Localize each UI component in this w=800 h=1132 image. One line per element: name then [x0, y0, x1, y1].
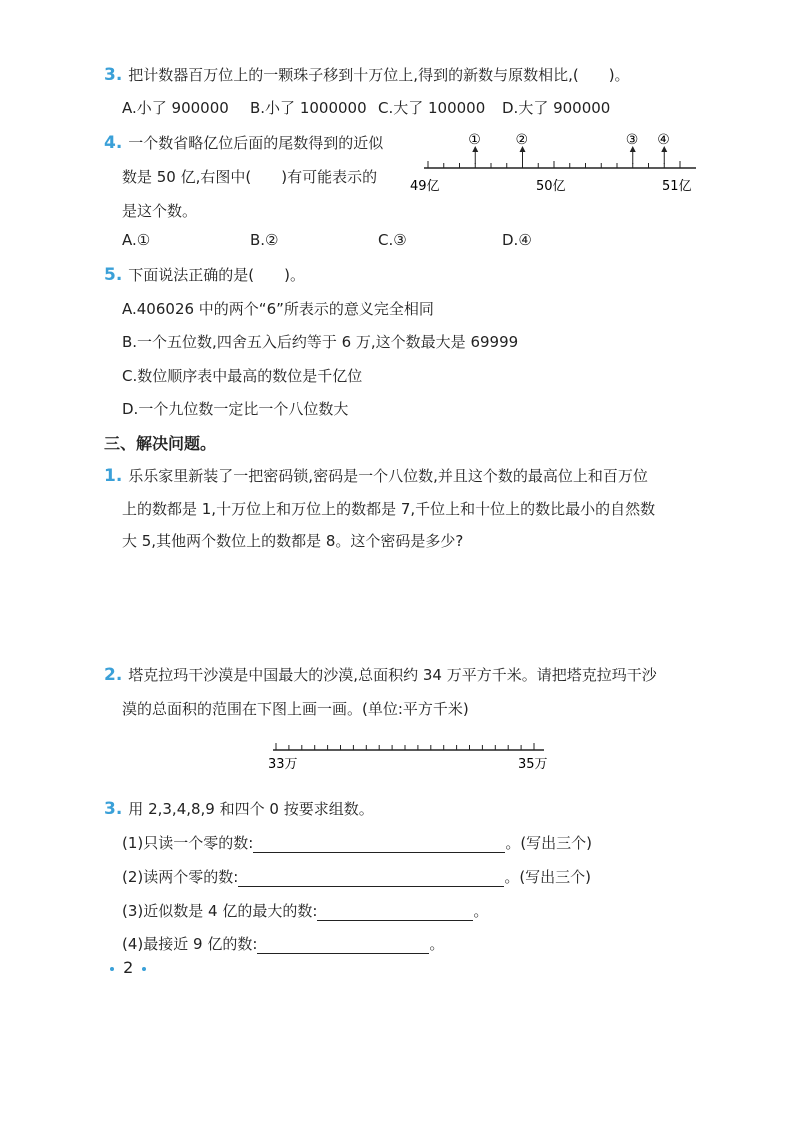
- marker-label: ④: [657, 132, 670, 148]
- option-c: C.数位顺序表中最高的数位是千亿位: [122, 367, 363, 385]
- question-3: [104, 64, 630, 85]
- label-50: 50亿: [536, 179, 566, 194]
- sub-item-label: (2)读两个零的数:: [122, 868, 239, 886]
- sub-item-label: (3)近似数是 4 亿的最大的数:: [122, 902, 318, 920]
- marker-label: ②: [515, 132, 529, 148]
- problem-3: [104, 798, 374, 819]
- problem-1-line-2: 上的数都是 1,十万位上和万位上的数都是 7,千位上和十位上的数比最小的自然数: [122, 500, 656, 518]
- decor-dot-icon: [142, 967, 146, 971]
- sub-item-suffix: 。(写出三个): [504, 868, 592, 886]
- answer-blank[interactable]: [257, 939, 429, 954]
- sub-item-suffix: 。: [473, 902, 489, 920]
- question-number: 3.: [104, 65, 123, 85]
- problem-text: 乐乐家里新装了一把密码锁,密码是一个八位数,并且这个数的最高位上和百万位: [128, 467, 648, 485]
- problem-2-line-2: 漠的总面积的范围在下图上画一画。(单位:平方千米): [122, 700, 469, 718]
- option-d: D.大了 900000: [502, 99, 611, 117]
- sub-item-2: [122, 866, 591, 887]
- marker-label: ③: [625, 132, 639, 148]
- option-b: B.小了 1000000: [250, 99, 367, 117]
- problem-1-line-3: 大 5,其他两个数位上的数都是 8。这个密码是多少?: [122, 532, 464, 550]
- option-a: A.406026 中的两个“6”所表示的意义完全相同: [122, 300, 434, 318]
- sub-item-1: [122, 832, 592, 853]
- label-35wan: 35万: [518, 757, 548, 772]
- question-number: 3.: [104, 799, 123, 819]
- question-4-line-3: 是这个数。: [122, 202, 198, 220]
- option-b: B.②: [250, 231, 279, 249]
- sub-item-4: [122, 933, 444, 954]
- problem-text: 用 2,3,4,8,9 和四个 0 按要求组数。: [128, 800, 374, 818]
- sub-item-suffix: 。: [429, 935, 445, 953]
- question-5: [104, 264, 305, 285]
- problem-2-line-1: [104, 664, 657, 685]
- decor-dot-icon: [110, 967, 114, 971]
- option-c: C.大了 100000: [378, 99, 486, 117]
- answer-blank[interactable]: [253, 838, 505, 853]
- sub-item-label: (1)只读一个零的数:: [122, 834, 254, 852]
- marker-label: ①: [468, 132, 481, 148]
- problem-1-line-1: [104, 465, 648, 486]
- question-4-line-2: 数是 50 亿,右图中( )有可能表示的: [122, 168, 378, 186]
- question-number: 4.: [104, 133, 123, 153]
- question-4-line-1: [104, 132, 383, 153]
- number-line-33-35: [266, 738, 566, 778]
- question-stem: 把计数器百万位上的一颗珠子移到十万位上,得到的新数与原数相比,( )。: [128, 66, 630, 84]
- label-49: 49亿: [410, 179, 440, 194]
- answer-blank[interactable]: [238, 872, 504, 887]
- question-number: 2.: [104, 665, 123, 685]
- page-number: [110, 958, 146, 977]
- number-line-49-51: [410, 128, 710, 198]
- sub-item-3: [122, 900, 488, 921]
- option-d: D.④: [502, 231, 532, 249]
- label-33wan: 33万: [268, 757, 298, 772]
- option-b: B.一个五位数,四舍五入后约等于 6 万,这个数最大是 69999: [122, 333, 519, 351]
- sub-item-label: (4)最接近 9 亿的数:: [122, 935, 258, 953]
- section-heading: 三、解决问题。: [104, 434, 217, 453]
- option-a: A.①: [122, 231, 151, 249]
- question-number: 1.: [104, 466, 123, 486]
- label-51: 51亿: [662, 179, 692, 194]
- question-stem: 下面说法正确的是( )。: [128, 266, 306, 284]
- answer-blank[interactable]: [317, 906, 473, 921]
- sub-item-suffix: 。(写出三个): [505, 834, 593, 852]
- problem-text: 塔克拉玛干沙漠是中国最大的沙漠,总面积约 34 万平方千米。请把塔克拉玛干沙: [128, 666, 657, 684]
- page-number-text: 2: [123, 958, 134, 977]
- option-c: C.③: [378, 231, 407, 249]
- question-number: 5.: [104, 265, 123, 285]
- option-a: A.小了 900000: [122, 99, 229, 117]
- option-d: D.一个九位数一定比一个八位数大: [122, 400, 349, 418]
- question-stem: 一个数省略亿位后面的尾数得到的近似: [128, 134, 384, 152]
